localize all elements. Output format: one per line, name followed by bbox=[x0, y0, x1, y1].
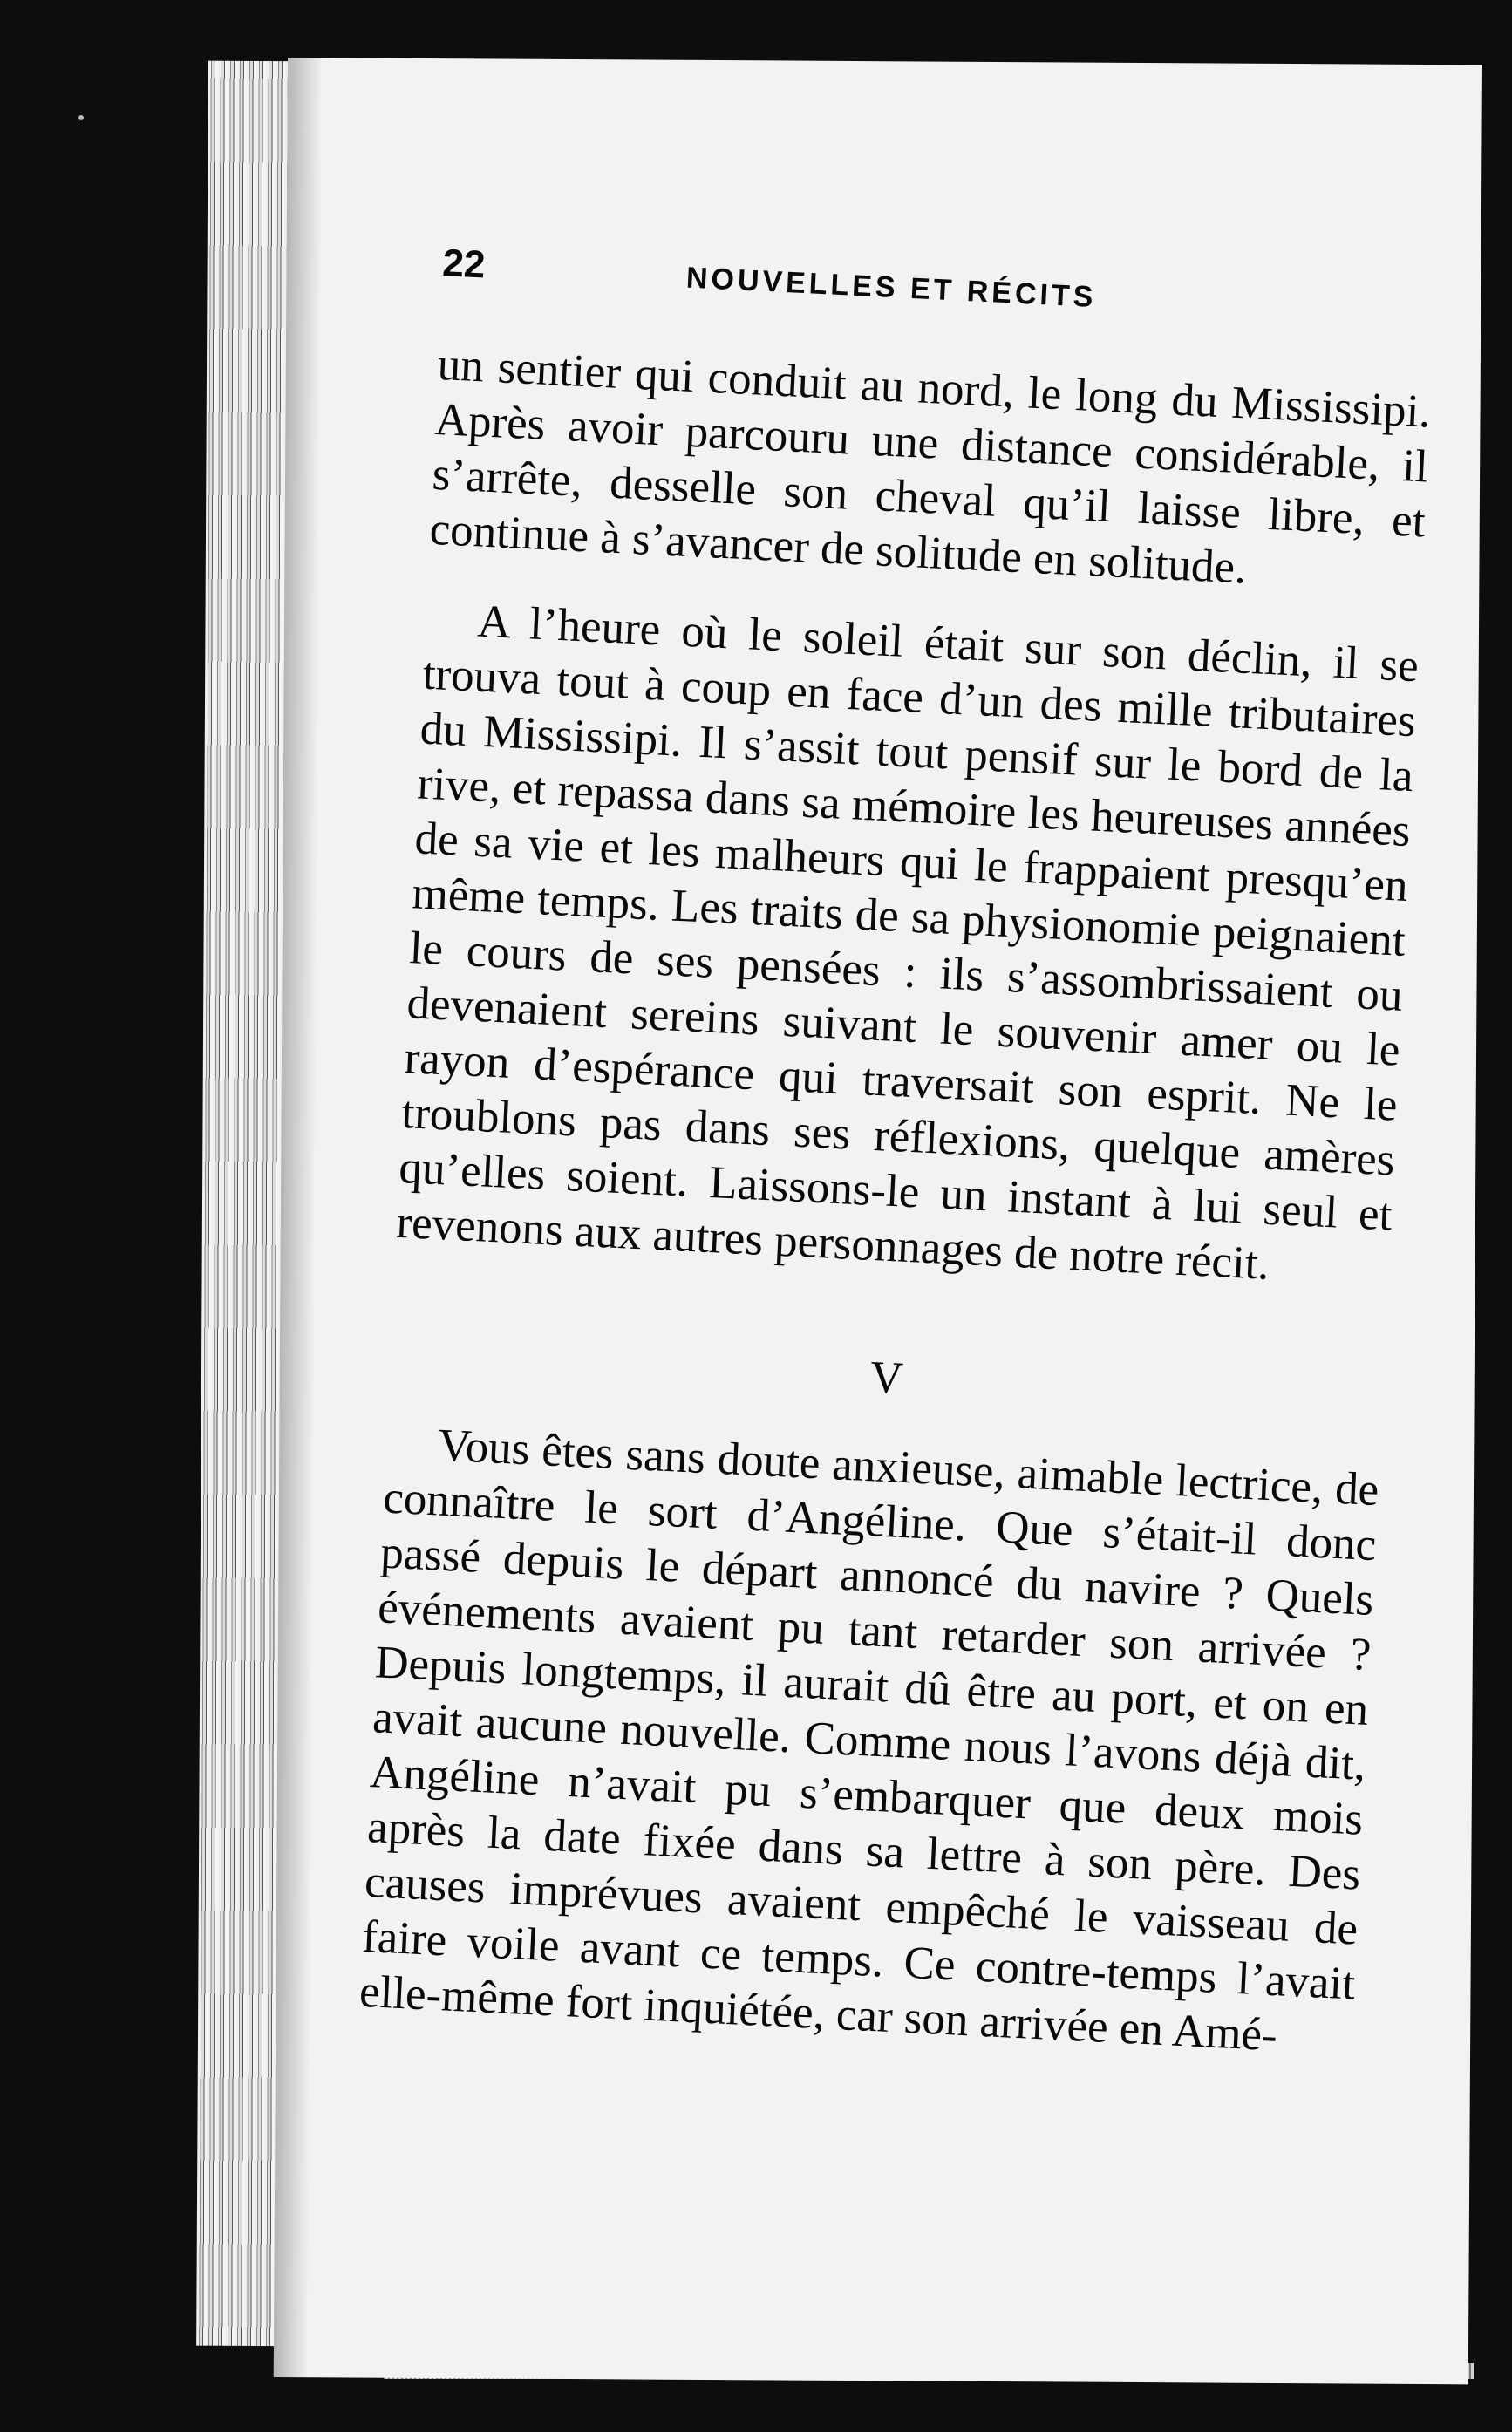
section-heading: V bbox=[868, 1352, 904, 1404]
speck-mark bbox=[78, 115, 84, 120]
page-number: 22 bbox=[441, 242, 487, 287]
book-page bbox=[274, 58, 1482, 2384]
running-title: NOUVELLES ET RÉCITS bbox=[685, 261, 1098, 315]
page-text-block bbox=[358, 242, 1437, 2067]
paragraph-continued: un sentier qui conduit au nord, le long du Mississipi. Après avoir parcouru une distance considérable, il s’arrête, desselle son cheval qu’il laisse libre, et continue à s’avancer de solitude en solitude. bbox=[428, 338, 1433, 594]
section-paragraph: Vous êtes sans doute anxieuse, aimable lectrice, de connaître le sort d’Angéline. Que s’était-il donc passé depuis le départ annoncé du navire ? Quels événements avaient pu tant retarder son arrivée ? Depuis longtemps, il aurait dû être au port, et on en avait aucune nouvelle. Comme nous l’avons déjà dit, Angéline n’avait pu s’embarquer que deux mois après la date fixée dans sa lettre à son père. Des causes imprévues avaient empêché le vaisseau de faire voile avant ce temps. Ce contre-temps l’avait elle-même fort inquiétée, car son arrivée en Amé- bbox=[358, 1420, 1380, 2061]
paragraph: A l’heure où le soleil était sur son déclin, il se trouva tout à coup en face d’un des mille tributaires du Mississipi. Il s’assit tout pensif sur le bord de la rive, et repassa dans sa mémoire les heureuses années de sa vie et les malheurs qui le frappaient presqu’en même temps. Les traits de sa physionomie peignaient le cours de ses pensées : ils s’assombrissaient ou devenaient sereins suivant le souvenir amer ou le rayon d’espérance qui traversait son esprit. Ne le troublons pas dans ses réflexions, quelque amères qu’elles soient. Laissons-le un instant à lui seul et revenons aux autres personnages de notre récit. bbox=[395, 596, 1420, 1290]
